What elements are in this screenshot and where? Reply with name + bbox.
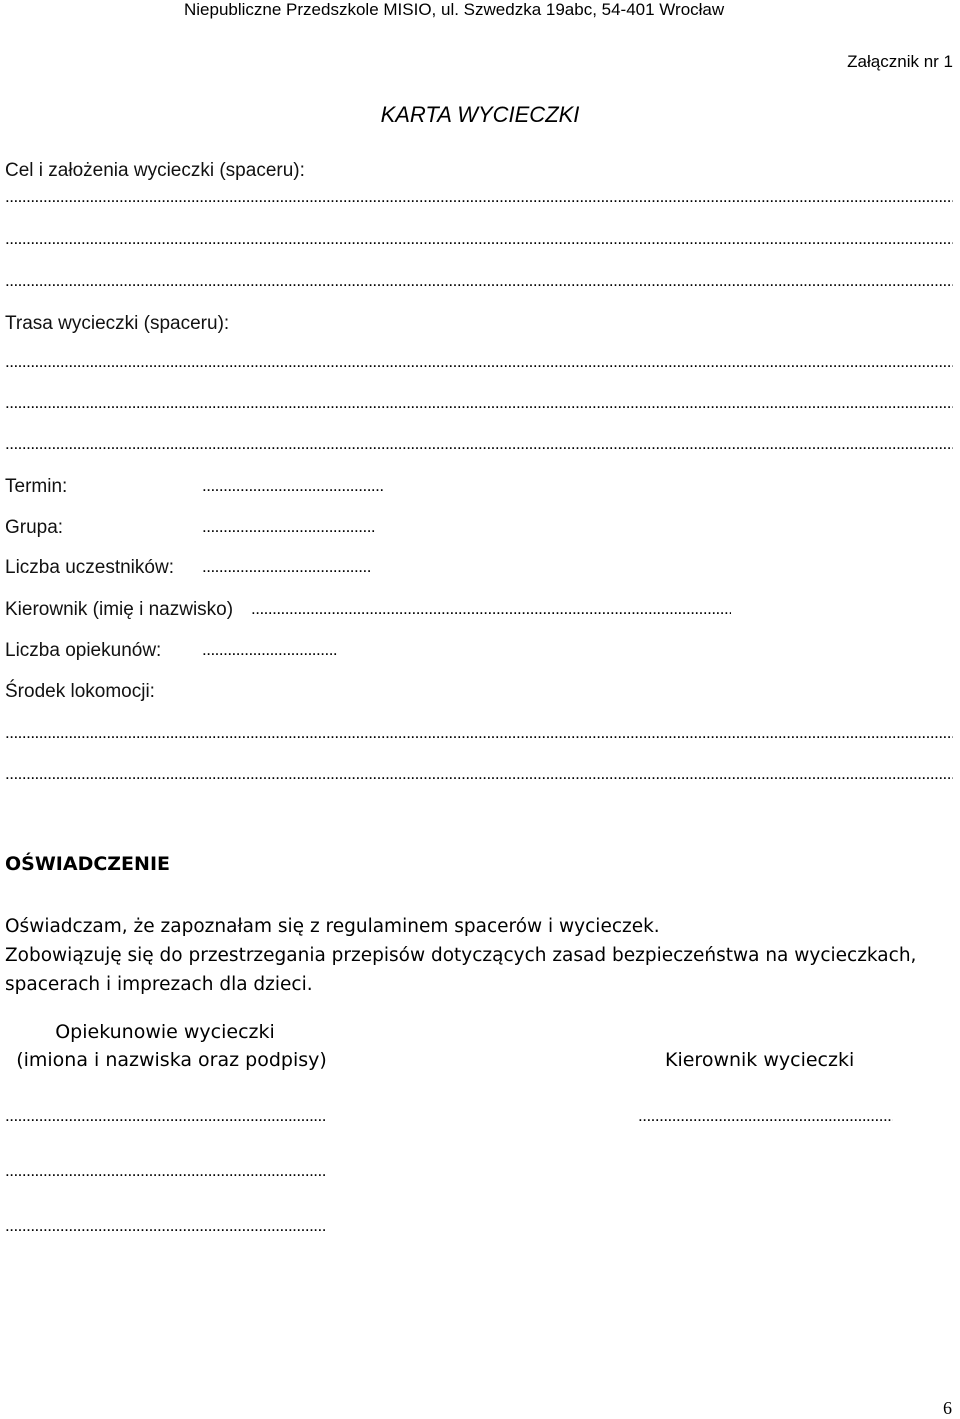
leader-label: Kierownik (imię i nazwisko): [5, 599, 234, 620]
guardian-signature-line-2[interactable]: [5, 1161, 327, 1183]
guardians-signature-subtitle: (imiona i nazwiska oraz podpisy): [16, 1049, 327, 1071]
date-label: Termin:: [5, 476, 68, 497]
page-title: KARTA WYCIECZKI: [380, 102, 580, 127]
declaration-heading: OŚWIADCZENIE: [5, 853, 170, 875]
guardian-signature-line-1[interactable]: [5, 1106, 327, 1128]
group-label: Grupa:: [5, 517, 64, 538]
goals-label: Cel i założenia wycieczki (spaceru):: [5, 160, 305, 181]
guardians-count-label: Liczba opiekunów:: [5, 640, 162, 661]
guardians-signature-title: Opiekunowie wycieczki: [55, 1021, 275, 1043]
goals-fill-line-3[interactable]: [5, 271, 953, 293]
leader-fill[interactable]: [251, 599, 731, 621]
document-header: Niepubliczne Przedszkole MISIO, ul. Szwedzka 19abc, 54-401 Wrocław: [184, 0, 725, 19]
participants-label: Liczba uczestników:: [5, 557, 174, 578]
goals-fill-line-2[interactable]: [5, 229, 953, 251]
participants-fill[interactable]: [202, 557, 372, 579]
declaration-line-2: Zobowiązuję się do przestrzegania przepisów dotyczących zasad bezpieczeństwa na wycieczkach, spacerach i imprezach dla dzieci.: [5, 945, 917, 995]
annex-label: Załącznik nr 1: [847, 52, 953, 71]
date-fill[interactable]: [202, 476, 384, 498]
route-fill-line-1[interactable]: [5, 352, 953, 374]
route-fill-line-3[interactable]: [5, 434, 953, 456]
transport-fill-line-1[interactable]: [5, 723, 953, 745]
declaration-line-1: Oświadczam, że zapoznałam się z regulaminem spacerów i wycieczek.: [5, 916, 660, 937]
transport-label: Środek lokomocji:: [5, 681, 155, 702]
leader-signature-title: Kierownik wycieczki: [665, 1049, 855, 1071]
declaration-paragraph: [5, 912, 955, 999]
transport-fill-line-2[interactable]: [5, 764, 953, 786]
leader-signature-line[interactable]: [638, 1106, 893, 1128]
guardian-signature-line-3[interactable]: [5, 1216, 327, 1238]
route-fill-line-2[interactable]: [5, 393, 953, 415]
page-number: 6: [943, 1398, 952, 1418]
goals-fill-line-1[interactable]: [5, 187, 953, 209]
route-label: Trasa wycieczki (spaceru):: [5, 313, 230, 334]
group-fill[interactable]: [202, 517, 376, 539]
guardians-count-fill[interactable]: [202, 640, 338, 662]
